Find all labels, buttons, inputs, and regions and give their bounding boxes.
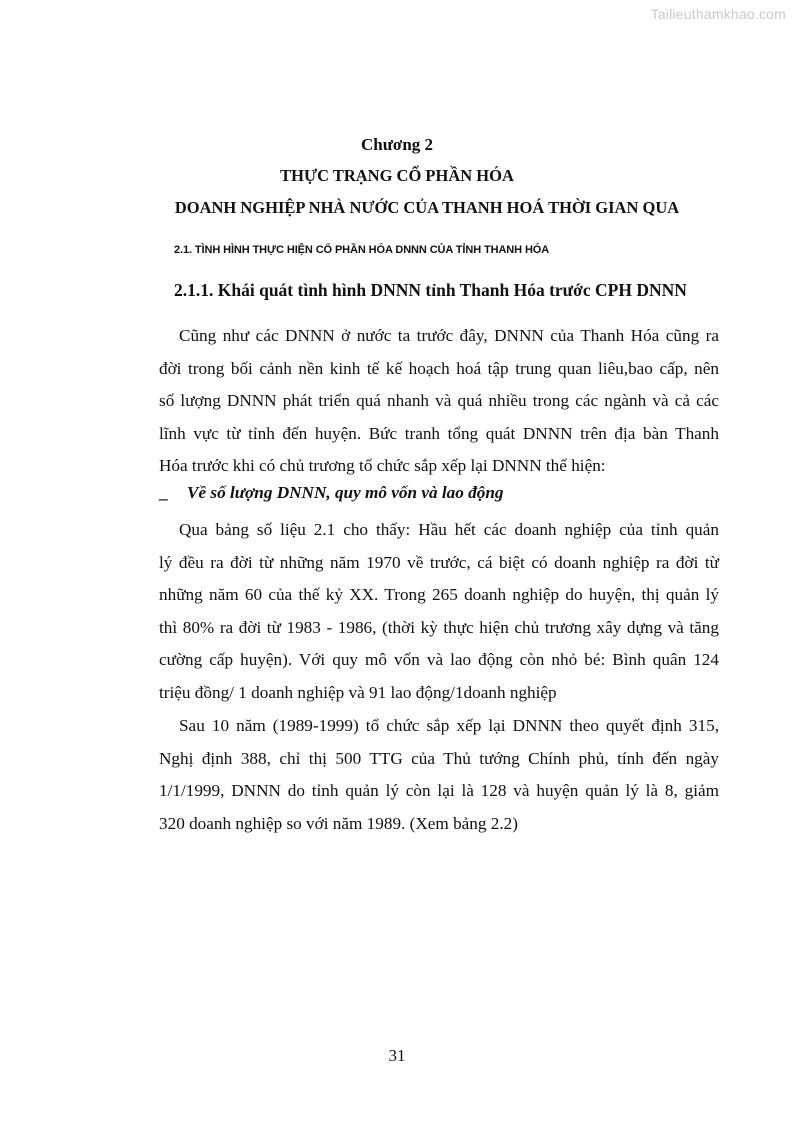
paragraph-1 — [159, 320, 719, 483]
paragraph-2-line: triệu đồng/ 1 doanh nghiệp và 91 lao động/1doanh nghiệp — [159, 682, 557, 702]
subsection-heading: 2.1.1. Khái quát tình hình DNNN tỉnh Thanh Hóa trước CPH DNNN — [174, 280, 687, 300]
paragraph-1-line: Hóa trước khi có chủ trương tổ chức sắp xếp lại DNNN thể hiện: — [159, 456, 606, 475]
paragraph-3-line: 1/1/1999, DNNN do tỉnh quản lý còn lại là 128 và huyện quản lý là 8, giảm — [159, 781, 719, 801]
paragraph-1-line: Cũng như các DNNN ở nước ta trước đây, DNNN của Thanh Hóa cũng ra — [179, 326, 719, 345]
paragraph-1-line: đời trong bối cảnh nền kinh tế kế hoạch hoá tập trung quan liêu,bao cấp, nên — [159, 358, 719, 378]
chapter-number: Chương 2 — [360, 135, 434, 154]
paragraph-3-line: Sau 10 năm (1989-1999) tổ chức sắp xếp lại DNNN theo quyết định 315, — [179, 716, 719, 735]
chapter-title-line1: THỰC TRẠNG CỔ PHẦN HÓA — [280, 166, 514, 185]
paragraph-1-line: lĩnh vực từ tỉnh đến huyện. Bức tranh tổng quát DNNN trên địa bàn Thanh — [159, 423, 719, 443]
paragraph-2 — [159, 514, 719, 710]
chapter-title-line2: DOANH NGHIỆP NHÀ NƯỚC CỦA THANH HOÁ THỜI GIAN QUA — [174, 198, 680, 217]
watermark-text: Tailieuthamkhao.com — [650, 6, 786, 22]
bullet-marker: _ — [159, 483, 168, 502]
paragraph-2-line: lý đều ra đời từ những năm 1970 về trước, cá biệt có doanh nghiệp ra đời từ — [159, 552, 719, 572]
paragraph-2-line: cường cấp huyện). Với quy mô vốn và lao động còn nhỏ bé: Bình quân 124 — [159, 650, 719, 670]
page-number: 31 — [388, 1046, 406, 1065]
bullet-item — [159, 483, 504, 503]
paragraph-2-line: thì 80% ra đời từ 1983 - 1986, (thời kỳ thực hiện chủ trương xây dựng và tăng — [159, 617, 719, 637]
paragraph-2-line: Qua bảng số liệu 2.1 cho thấy: Hầu hết các doanh nghiệp của tỉnh quản — [179, 520, 719, 539]
section-heading: 2.1. TÌNH HÌNH THỰC HIỆN CỔ PHẦN HÓA DNNN CỦA TỈNH THANH HÓA — [174, 244, 550, 256]
paragraph-1-line: số lượng DNNN phát triển quá nhanh và quá nhiều trong các ngành và cả các — [159, 391, 719, 410]
paragraph-3-line: Nghị định 388, chỉ thị 500 TTG của Thủ tướng Chính phủ, tính đến ngày — [159, 748, 719, 768]
paragraph-2-line: những năm 60 của thế kỷ XX. Trong 265 doanh nghiệp do huyện, thị quản lý — [159, 585, 719, 605]
paragraph-3 — [159, 710, 719, 840]
bullet-text: Về số lượng DNNN, quy mô vốn và lao động — [187, 483, 504, 502]
paragraph-3-line: 320 doanh nghiệp so với năm 1989. (Xem bảng 2.2) — [159, 813, 518, 833]
